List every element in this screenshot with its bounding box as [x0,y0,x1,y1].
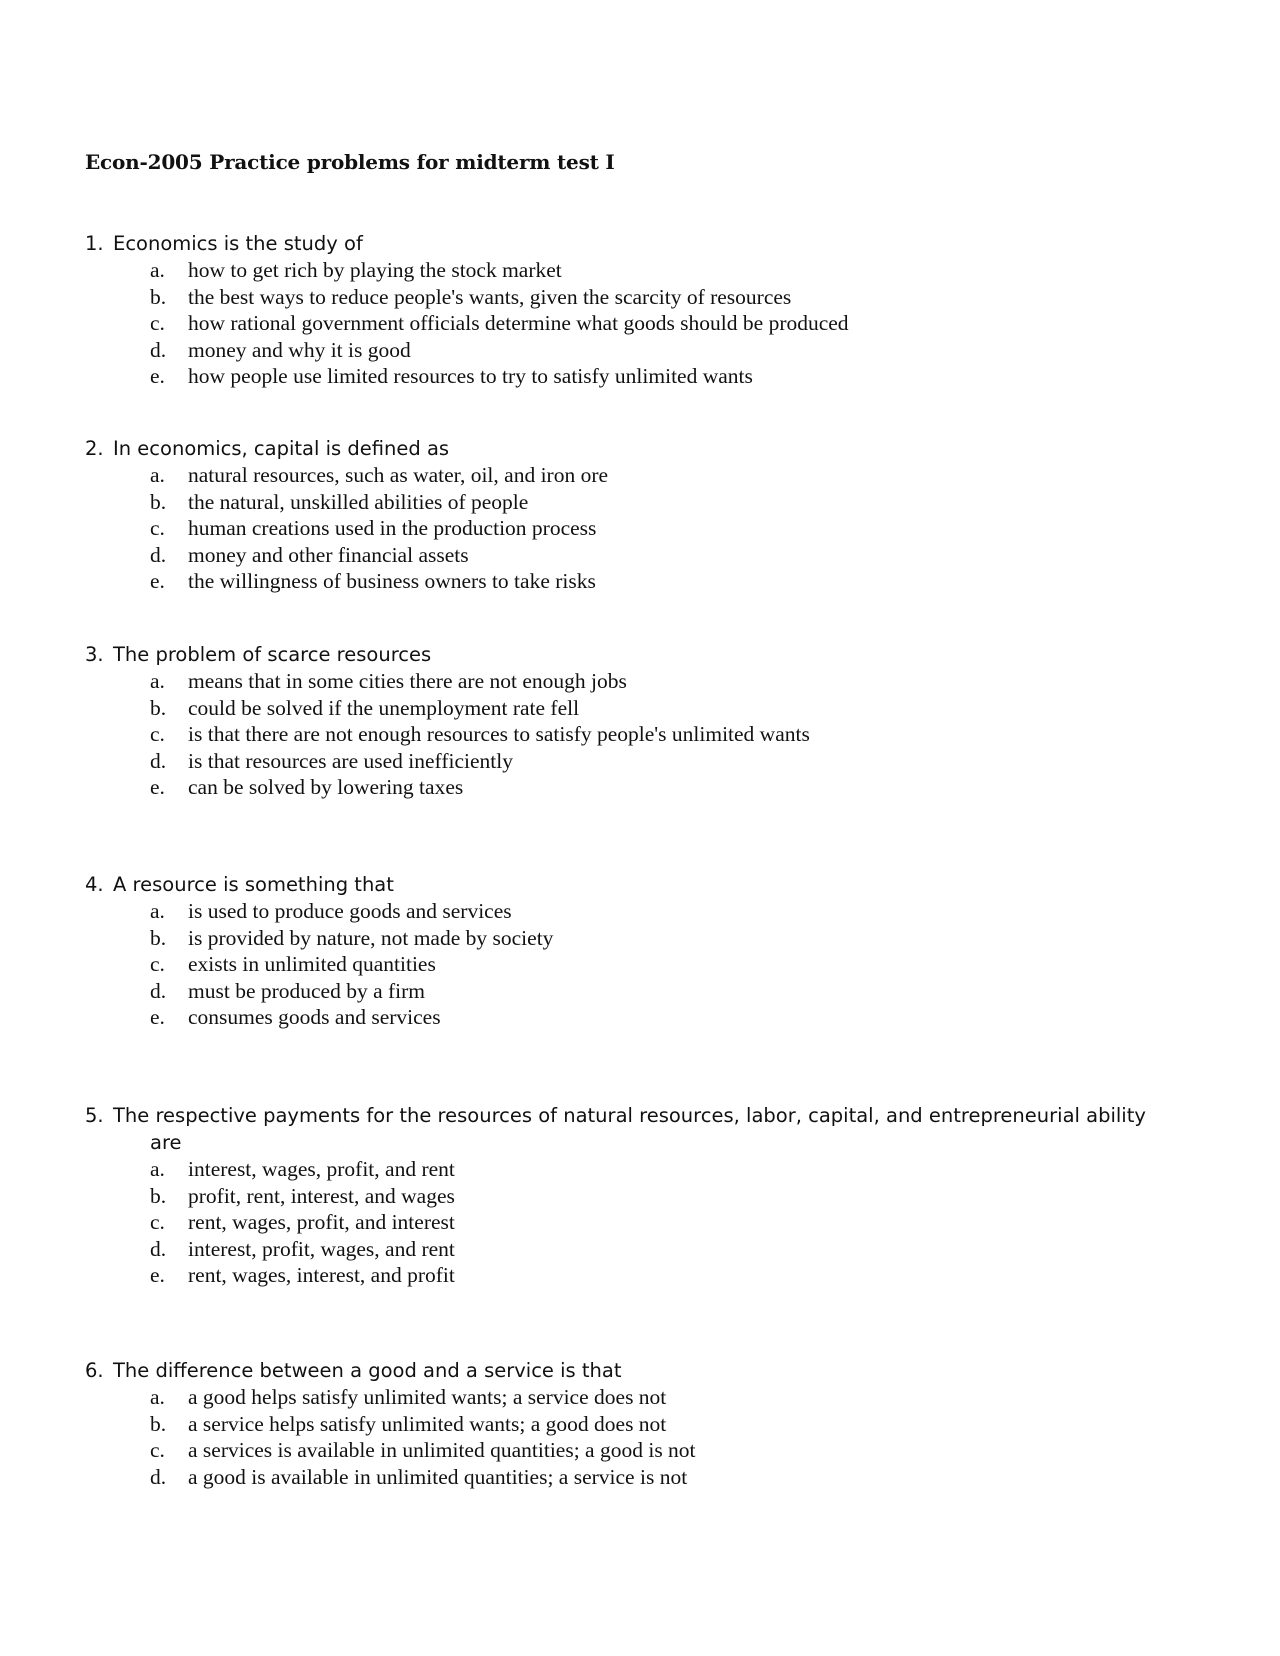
option-text: is used to produce goods and services [188,899,512,923]
answer-option-e [85,1262,1205,1289]
answer-option-c [85,515,1205,542]
option-letter: d. [150,1236,167,1261]
answer-option-b [85,1411,1205,1438]
option-text: human creations used in the production process [188,516,597,540]
answer-option-e [85,774,1205,801]
option-text: can be solved by lowering taxes [188,775,464,799]
question-stem [85,435,1205,462]
option-letter: a. [150,899,165,923]
answer-options [85,462,1205,595]
question-number: 1. [85,232,104,255]
question-5 [85,1102,1205,1289]
answer-option-d [85,337,1205,364]
option-letter: e. [150,775,165,799]
option-letter: e. [150,364,165,388]
answer-option-d [85,1464,1205,1491]
option-letter: e. [150,1005,165,1029]
option-text: means that in some cities there are not enough jobs [188,669,627,693]
answer-options [85,668,1205,801]
option-text: profit, rent, interest, and wages [188,1183,455,1208]
question-text: The difference between a good and a service is that [113,1359,622,1382]
option-text: rent, wages, interest, and profit [188,1263,455,1287]
option-letter: e. [150,1263,165,1287]
option-text: how rational government officials determine what goods should be produced [188,311,849,335]
answer-option-c [85,951,1205,978]
option-letter: b. [150,1183,167,1208]
question-number: 3. [85,643,104,666]
question-stem [85,1102,1205,1156]
option-text: a service helps satisfy unlimited wants; a good does not [188,1411,667,1436]
question-number: 6. [85,1359,104,1382]
answer-option-b [85,925,1205,952]
answer-option-d [85,542,1205,569]
question-3 [85,641,1205,801]
option-text: is provided by nature, not made by society [188,925,554,950]
option-letter: d. [150,1464,167,1489]
option-text: the willingness of business owners to take risks [188,569,596,593]
question-2 [85,435,1205,595]
answer-option-a [85,898,1205,925]
question-text: In economics, capital is defined as [113,437,450,460]
option-letter: c. [150,1438,165,1462]
option-letter: b. [150,925,167,950]
question-text: The problem of scarce resources [113,643,432,666]
option-letter: c. [150,311,165,335]
question-stem [85,641,1205,668]
option-letter: c. [150,952,165,976]
question-number: 2. [85,437,104,460]
option-letter: a. [150,1157,165,1181]
answer-option-b [85,284,1205,311]
option-text: a services is available in unlimited quantities; a good is not [188,1438,696,1462]
question-stem [85,230,1205,257]
option-text: must be produced by a firm [188,978,426,1003]
option-text: a good is available in unlimited quantities; a service is not [188,1464,688,1489]
answer-option-c [85,1209,1205,1236]
answer-option-e [85,568,1205,595]
option-letter: a. [150,258,165,282]
question-1 [85,230,1205,390]
question-number: 4. [85,873,104,896]
answer-option-b [85,695,1205,722]
answer-option-a [85,668,1205,695]
option-text: interest, wages, profit, and rent [188,1157,455,1181]
answer-option-a [85,257,1205,284]
answer-option-d [85,978,1205,1005]
question-number: 5. [85,1104,104,1127]
answer-option-c [85,1437,1205,1464]
option-text: is that resources are used inefficiently [188,748,513,773]
option-text: exists in unlimited quantities [188,952,436,976]
question-6 [85,1357,1205,1490]
option-letter: c. [150,516,165,540]
option-text: interest, profit, wages, and rent [188,1236,455,1261]
answer-option-d [85,748,1205,775]
question-stem [85,871,1205,898]
option-letter: b. [150,284,167,309]
option-letter: b. [150,1411,167,1436]
option-text: how people use limited resources to try to satisfy unlimited wants [188,364,753,388]
option-letter: b. [150,489,167,514]
option-text: money and why it is good [188,337,411,362]
option-text: the best ways to reduce people's wants, given the scarcity of resources [188,284,792,309]
question-text: The respective payments for the resources of natural resources, labor, capital, and entrepreneurial ability [113,1104,1146,1127]
option-text: consumes goods and services [188,1005,441,1029]
answer-option-a [85,1156,1205,1183]
answer-options [85,1156,1205,1289]
question-text: Economics is the study of [113,232,363,255]
answer-option-e [85,363,1205,390]
answer-options [85,1384,1205,1490]
option-text: how to get rich by playing the stock market [188,258,562,282]
option-letter: a. [150,669,165,693]
question-4 [85,871,1205,1031]
option-letter: e. [150,569,165,593]
option-letter: c. [150,722,165,746]
question-text: A resource is something that [113,873,394,896]
answer-option-b [85,489,1205,516]
question-text-continued: are [150,1131,182,1154]
option-text: rent, wages, profit, and interest [188,1210,455,1234]
option-text: a good helps satisfy unlimited wants; a service does not [188,1385,667,1409]
option-text: money and other financial assets [188,542,469,567]
answer-option-b [85,1183,1205,1210]
question-stem [85,1357,1205,1384]
option-letter: d. [150,748,167,773]
option-letter: b. [150,695,167,720]
answer-option-e [85,1004,1205,1031]
option-letter: d. [150,978,167,1003]
option-letter: c. [150,1210,165,1234]
page-title: Econ-2005 Practice problems for midterm test I [85,150,615,174]
answer-options [85,898,1205,1031]
answer-option-a [85,462,1205,489]
option-text: is that there are not enough resources to satisfy people's unlimited wants [188,722,810,746]
option-text: the natural, unskilled abilities of people [188,489,529,514]
option-letter: a. [150,1385,165,1409]
answer-option-a [85,1384,1205,1411]
option-letter: a. [150,463,165,487]
answer-options [85,257,1205,390]
option-letter: d. [150,337,167,362]
answer-option-c [85,310,1205,337]
option-letter: d. [150,542,167,567]
option-text: natural resources, such as water, oil, and iron ore [188,463,609,487]
answer-option-c [85,721,1205,748]
option-text: could be solved if the unemployment rate fell [188,695,580,720]
answer-option-d [85,1236,1205,1263]
